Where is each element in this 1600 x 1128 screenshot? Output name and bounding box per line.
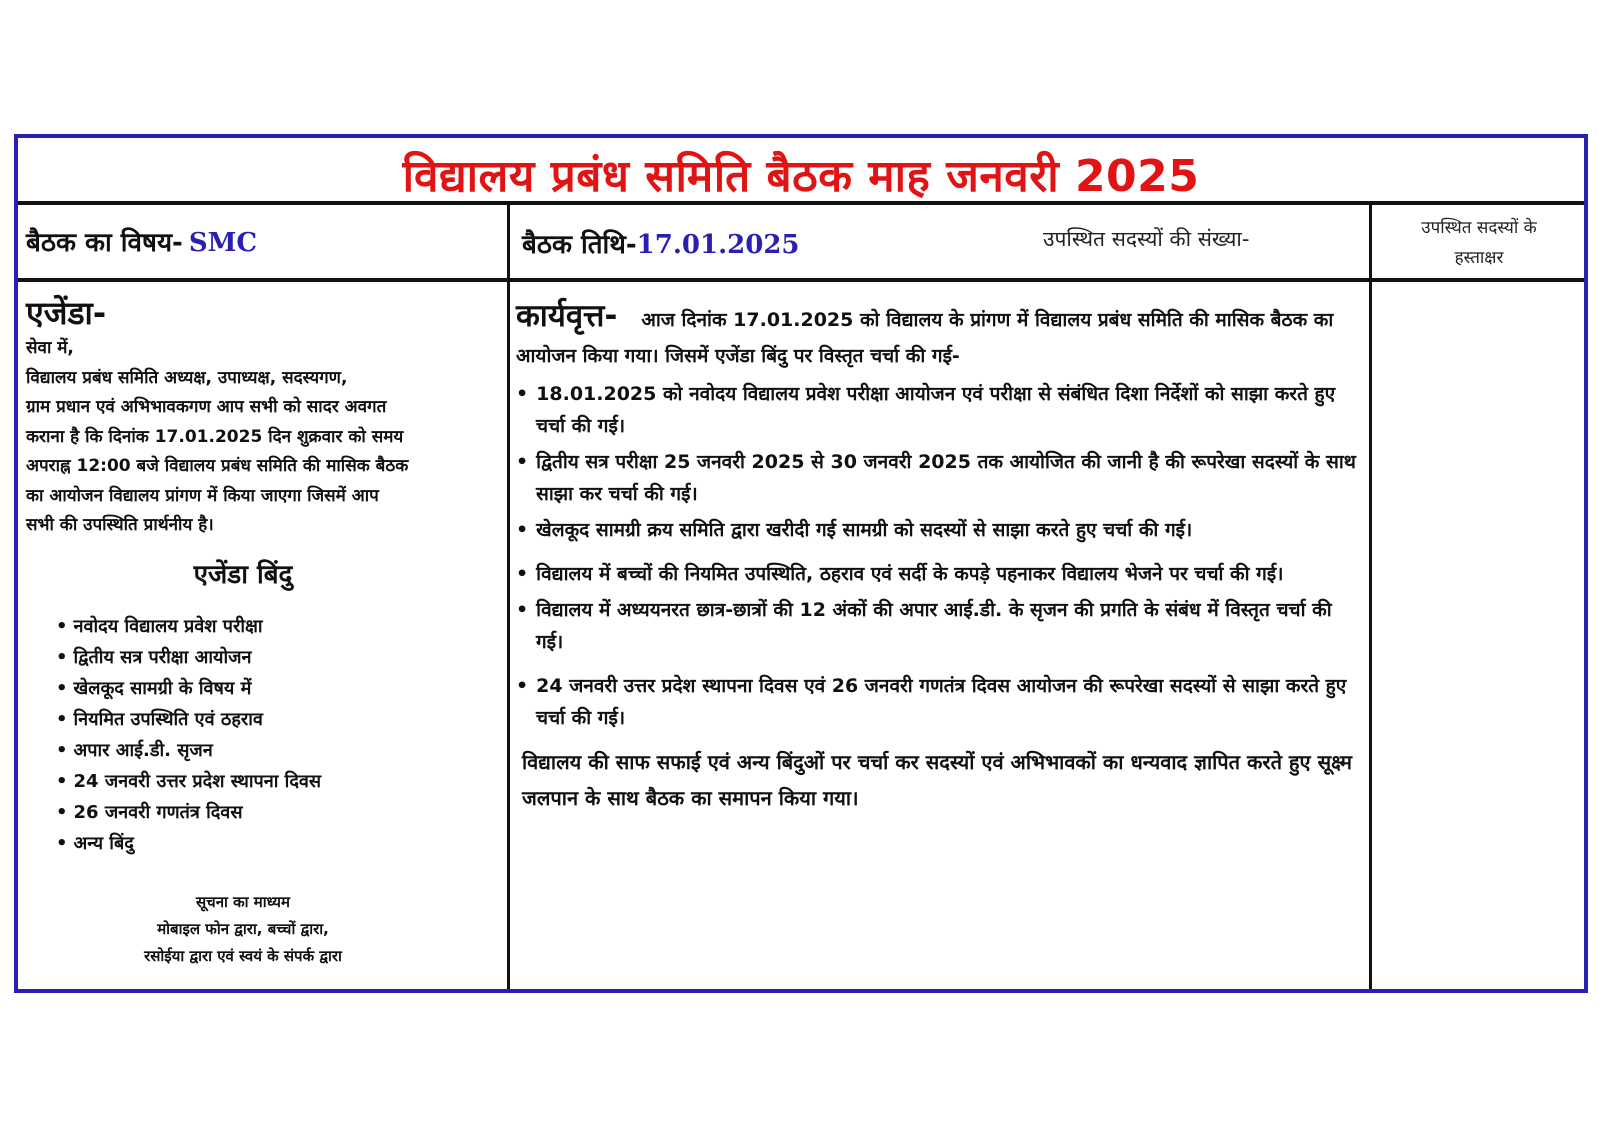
agenda-point: • खेलकूद सामग्री के विषय में [56, 673, 500, 704]
minutes-item: • 24 जनवरी उत्तर प्रदेश स्थापना दिवस एवं 26 जनवरी गणतंत्र दिवस आयोजन की रूपरेखा सदस्यों से साझा करते हुए चर्चा की गई। [516, 670, 1364, 734]
page-title: विद्यालय प्रबंध समिति बैठक माह जनवरी 2025 [402, 151, 1200, 202]
minutes-item: • विद्यालय में अध्ययनरत छात्र-छात्रों की 12 अंकों की अपार आई.डी. के सृजन की प्रगति के संबंध में विस्तृत चर्चा की गई। [516, 594, 1364, 658]
minutes-intro-block [516, 298, 1364, 374]
agenda-line: सभी की उपस्थिति प्रार्थनीय है। [26, 515, 214, 535]
meeting-date [522, 225, 800, 261]
date-value: 17.01.2025 [636, 230, 800, 260]
agenda-column [26, 294, 500, 970]
meeting-subject [26, 223, 257, 259]
agenda-point: • द्वितीय सत्र परीक्षा आयोजन [56, 642, 500, 673]
notice-line: सूचना का माध्यम [196, 892, 290, 911]
agenda-line: विद्यालय प्रबंध समिति अध्यक्ष, उपाध्यक्ष, सदस्यगण, [26, 367, 348, 388]
subject-label: बैठक का विषय- [26, 228, 183, 258]
agenda-points-title: एजेंडा बिंदु [193, 559, 293, 590]
minutes-column [516, 298, 1364, 816]
agenda-point: • 26 जनवरी गणतंत्र दिवस [56, 797, 500, 828]
minutes-intro: आज दिनांक 17.01.2025 को विद्यालय के प्रांगण में विद्यालय प्रबंध समिति की मासिक बैठक का आयोजन किया गया। जिसमें एजेंडा बिंदु पर विस्तृत चर्चा की गई- [516, 309, 1334, 367]
title-row [18, 138, 1584, 205]
agenda-line: ग्राम प्रधान एवं अभिभावकगण आप सभी को सादर अवगत [26, 397, 387, 417]
minutes-item: • विद्यालय में बच्चों की नियमित उपस्थिति, ठहराव एवं सर्दी के कपड़े पहनाकर विद्यालय भेजने पर चर्चा की गई। [516, 558, 1364, 590]
present-count-label: उपस्थित सदस्यों की संख्या- [1043, 227, 1250, 251]
minutes-heading: कार्यवृत्त- [516, 298, 618, 334]
signatures-header [1374, 213, 1584, 273]
minutes-item: • 18.01.2025 को नवोदय विद्यालय प्रवेश परीक्षा आयोजन एवं परीक्षा से संबंधित दिशा निर्देशों को साझा करते हुए चर्चा की गई। [516, 378, 1364, 442]
agenda-points-list [26, 611, 500, 859]
minutes-closing: विद्यालय की साफ सफाई एवं अन्य बिंदुओं पर चर्चा कर सदस्यों एवं अभिभावकों का धन्यवाद ज्ञापित करते हुए सूक्ष्म जलपान के साथ बैठक का समापन किया गया। [522, 750, 1352, 810]
column-divider-2 [1369, 205, 1372, 989]
agenda-line: अपराह्न 12:00 बजे विद्यालय प्रबंध समिति की मासिक बैठक [26, 456, 409, 476]
notice-line: मोबाइल फोन द्वारा, बच्चों द्वारा, [157, 919, 329, 938]
agenda-point: • नियमित उपस्थिति एवं ठहराव [56, 704, 500, 735]
agenda-point: • अपार आई.डी. सृजन [56, 735, 500, 766]
agenda-heading: एजेंडा- [26, 294, 107, 332]
minutes-item: • खेलकूद सामग्री क्रय समिति द्वारा खरीदी गई सामग्री को सदस्यों से साझा करते हुए चर्चा की गई। [516, 514, 1364, 546]
signatures-label-line1: उपस्थित सदस्यों के [1421, 218, 1537, 238]
agenda-point: • नवोदय विद्यालय प्रवेश परीक्षा [56, 611, 500, 642]
minutes-list [516, 378, 1364, 734]
agenda-point: • 24 जनवरी उत्तर प्रदेश स्थापना दिवस [56, 766, 500, 797]
minutes-item: • द्वितीय सत्र परीक्षा 25 जनवरी 2025 से 30 जनवरी 2025 तक आयोजित की जानी है की रूपरेखा सदस्यों के साथ साझा कर चर्चा की गई। [516, 446, 1364, 510]
meeting-minutes-sheet [14, 134, 1588, 993]
header-row [18, 205, 1584, 282]
agenda-point: • अन्य बिंदु [56, 828, 500, 859]
agenda-line: का आयोजन विद्यालय प्रांगण में किया जाएगा जिसमें आप [26, 485, 379, 506]
agenda-body [26, 334, 500, 541]
notice-medium [26, 889, 500, 970]
column-divider-1 [507, 205, 510, 989]
agenda-line: सेवा में, [26, 338, 74, 358]
notice-line: रसोईया द्वारा एवं स्वयं के संपर्क द्वारा [144, 946, 342, 965]
subject-value: SMC [188, 228, 258, 258]
agenda-line: कराना है कि दिनांक 17.01.2025 दिन शुक्रवार को समय [26, 426, 404, 447]
date-label: बैठक तिथि- [522, 230, 637, 260]
signatures-label-line2: हस्ताक्षर [1454, 248, 1504, 268]
